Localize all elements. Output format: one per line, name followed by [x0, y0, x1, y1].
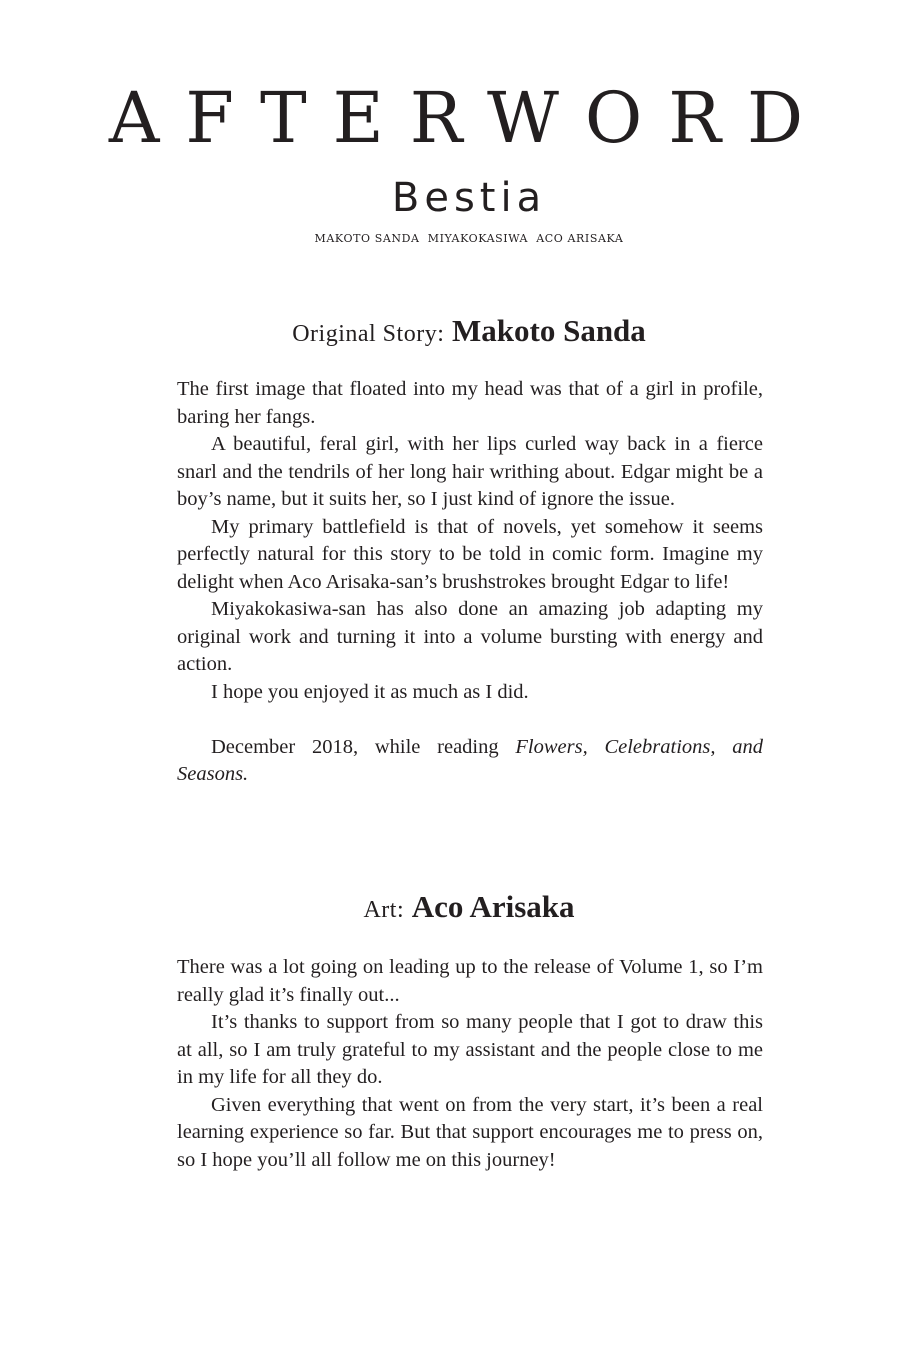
- paragraph: My primary battlefield is that of novels, yet somehow it seems perfectly natural for this story to be told in comic form. Imagine my delight when Aco Arisaka-san’s brushstrokes brought Edgar to life!: [177, 515, 763, 593]
- section-heading-original-story: [0, 308, 900, 357]
- section-role: Original Story:: [292, 321, 445, 347]
- section-author-name: Makoto Sanda: [452, 313, 646, 348]
- paragraph: Given everything that went on from the very start, it’s been a real learning experience so far. But that support encourages me to press on, so I hope you’ll all follow me on this journey!: [177, 1093, 763, 1171]
- section-author-name: Aco Arisaka: [411, 889, 575, 924]
- paragraph: It’s thanks to support from so many people that I got to draw this at all, so I am truly grateful to my assistant and the people close to me in my life for all they do.: [177, 1011, 763, 1088]
- signoff: [177, 734, 763, 789]
- credit-adapter: MIYAKOKASIWA: [427, 232, 529, 245]
- section-heading-art: [0, 884, 900, 933]
- page-title: AFTERWORD: [108, 77, 830, 159]
- paragraph: The first image that floated into my head was that of a girl in profile, baring her fangs.: [177, 378, 763, 428]
- paragraph: Miyakokasiwa-san has also done an amazing job adapting my original work and turning it into a volume bursting with energy and action.: [177, 598, 763, 675]
- creator-credits: [0, 231, 900, 247]
- credit-author: MAKOTO SANDA: [314, 232, 420, 245]
- series-logo: Bestia: [391, 175, 547, 221]
- section-role: Art:: [363, 897, 405, 923]
- signoff-book-title: Flowers, Celebrations, and Seasons.: [177, 735, 763, 785]
- paragraph: There was a lot going on leading up to the release of Volume 1, so I’m really glad it’s finally out...: [177, 956, 763, 1006]
- section-body-art: [177, 954, 763, 1174]
- section-body-original-story: [177, 376, 763, 789]
- signoff-date: December 2018, while reading: [211, 735, 516, 758]
- paragraph: I hope you enjoyed it as much as I did.: [211, 680, 529, 703]
- paragraph: A beautiful, feral girl, with her lips curled way back in a fierce snarl and the tendrils of her long hair writhing about. Edgar might be a boy’s name, but it suits her, so I just kind of ignore the issue.: [177, 433, 763, 510]
- credit-artist: ACO ARISAKA: [536, 232, 624, 245]
